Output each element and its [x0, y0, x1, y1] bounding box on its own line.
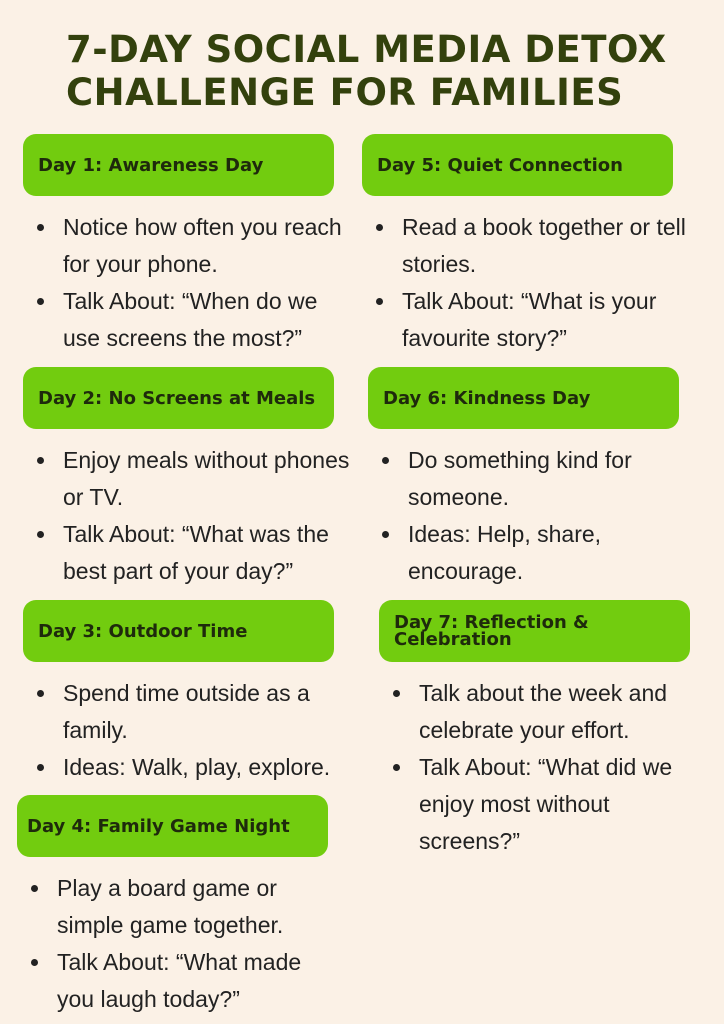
list-item: Do something kind for someone. — [382, 442, 682, 516]
list-item: Play a board game or simple game together. — [31, 870, 341, 944]
day-4-heading: Day 4: Family Game Night — [17, 795, 328, 857]
day-1-list — [37, 209, 347, 357]
list-item: Talk About: “What made you laugh today?” — [31, 944, 341, 1018]
list-item: Notice how often you reach for your phone. — [37, 209, 347, 283]
list-item: Talk About: “What did we enjoy most without screens?” — [393, 749, 711, 860]
page-title — [66, 28, 706, 114]
day-3-list — [37, 675, 367, 786]
day-4-list — [31, 870, 341, 1018]
title-line-1: 7-DAY SOCIAL MEDIA DETOX — [66, 28, 667, 71]
list-item: Talk About: “When do we use screens the most?” — [37, 283, 347, 357]
day-2-heading: Day 2: No Screens at Meals — [23, 367, 334, 429]
day-1-heading: Day 1: Awareness Day — [23, 134, 334, 196]
day-7-heading: Day 7: Reflection & Celebration — [379, 600, 690, 662]
day-6-list — [382, 442, 682, 590]
list-item: Talk about the week and celebrate your effort. — [393, 675, 711, 749]
day-3-heading: Day 3: Outdoor Time — [23, 600, 334, 662]
day-2-list — [37, 442, 367, 590]
list-item: Talk About: “What was the best part of your day?” — [37, 516, 367, 590]
day-5-heading: Day 5: Quiet Connection — [362, 134, 673, 196]
title-line-2: CHALLENGE FOR FAMILIES — [66, 71, 624, 114]
list-item: Ideas: Walk, play, explore. — [37, 749, 367, 786]
list-item: Talk About: “What is your favourite story?” — [376, 283, 696, 357]
list-item: Spend time outside as a family. — [37, 675, 367, 749]
list-item: Read a book together or tell stories. — [376, 209, 696, 283]
day-5-list — [376, 209, 696, 357]
day-7-list — [393, 675, 711, 860]
day-6-heading: Day 6: Kindness Day — [368, 367, 679, 429]
list-item: Enjoy meals without phones or TV. — [37, 442, 367, 516]
list-item: Ideas: Help, share, encourage. — [382, 516, 682, 590]
